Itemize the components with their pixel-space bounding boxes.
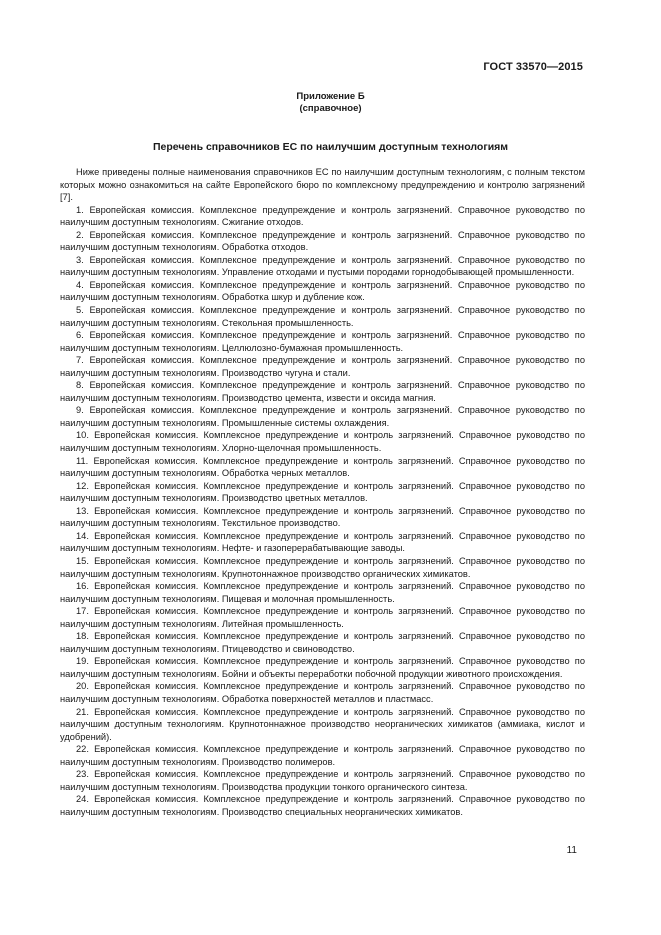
list-item: 21. Европейская комиссия. Комплексное предупреждение и контроль загрязнений. Справочное руководство по наилучшим доступным технологиям. Крупнотоннажное производство неорганических химикатов (аммиака, кислот и удобрений). <box>60 706 585 742</box>
list-item: 2. Европейская комиссия. Комплексное предупреждение и контроль загрязнений. Справочное руководство по наилучшим доступным технологиям. Обработка отходов. <box>60 229 585 253</box>
list-item: 18. Европейская комиссия. Комплексное предупреждение и контроль загрязнений. Справочное руководство по наилучшим доступным технологиям. Птицеводство и свиноводство. <box>60 631 585 654</box>
list-item: 16. Европейская комиссия. Комплексное предупреждение и контроль загрязнений. Справочное руководство по наилучшим доступным технологиям. Пищевая и молочная промышленность. <box>60 581 585 604</box>
appendix-title: Приложение Б <box>296 91 365 102</box>
list-item: 22. Европейская комиссия. Комплексное предупреждение и контроль загрязнений. Справочное руководство по наилучшим доступным технологиям. Производство полимеров. <box>60 744 585 767</box>
appendix-subtitle: (справочное) <box>299 103 362 114</box>
list-item: 14. Европейская комиссия. Комплексное предупреждение и контроль загрязнений. Справочное руководство по наилучшим доступным технологиям. Нефте- и газоперерабатывающие заводы. <box>60 530 585 554</box>
list-item: 17. Европейская комиссия. Комплексное предупреждение и контроль загрязнений. Справочное руководство по наилучшим доступным технологиям. Литейная промышленность. <box>60 606 585 629</box>
list-item: 9. Европейская комиссия. Комплексное предупреждение и контроль загрязнений. Справочное руководство по наилучшим доступным технологиям. Промышленные системы охлаждения. <box>60 405 585 428</box>
list-item: 6. Европейская комиссия. Комплексное предупреждение и контроль загрязнений. Справочное руководство по наилучшим доступным технологиям. Целлюлозно-бумажная промышленность. <box>60 330 585 353</box>
list-item: 10. Европейская комиссия. Комплексное предупреждение и контроль загрязнений. Справочное руководство по наилучшим доступным технологиям. Хлорно-щелочная промышленность. <box>60 430 585 454</box>
list-item: 4. Европейская комиссия. Комплексное предупреждение и контроль загрязнений. Справочное руководство по наилучшим доступным технологиям. Обработка шкур и дубление кож. <box>60 279 585 303</box>
body-text <box>60 166 585 818</box>
list-item: 5. Европейская комиссия. Комплексное предупреждение и контроль загрязнений. Справочное руководство по наилучшим доступным технологиям. Стекольная промышленность. <box>60 305 585 328</box>
document-code: ГОСТ 33570—2015 <box>483 61 583 73</box>
list-item: 23. Европейская комиссия. Комплексное предупреждение и контроль загрязнений. Справочное руководство по наилучшим доступным технологиям. Производства продукции тонкого органического синтеза. <box>60 769 585 792</box>
list-item: 3. Европейская комиссия. Комплексное предупреждение и контроль загрязнений. Справочное руководство по наилучшим доступным технологиям. Управление отходами и пустыми породами горнодобывающей промышленности. <box>60 254 585 278</box>
intro-paragraph: Ниже приведены полные наименования справочников ЕС по наилучшим доступным технологиям, с полным текстом которых можно ознакомиться на сайте Европейского бюро по комплексному предупреждению и контролю загрязнений [7]. <box>60 167 585 203</box>
appendix-block <box>0 91 661 115</box>
list-item: 13. Европейская комиссия. Комплексное предупреждение и контроль загрязнений. Справочное руководство по наилучшим доступным технологиям. Текстильное производство. <box>60 505 585 529</box>
list-item: 24. Европейская комиссия. Комплексное предупреждение и контроль загрязнений. Справочное руководство по наилучшим доступным технологиям. Производство специальных неорганических химикатов. <box>60 794 585 817</box>
list-item: 7. Европейская комиссия. Комплексное предупреждение и контроль загрязнений. Справочное руководство по наилучшим доступным технологиям. Производство чугуна и стали. <box>60 355 585 378</box>
list-item: 11. Европейская комиссия. Комплексное предупреждение и контроль загрязнений. Справочное руководство по наилучшим доступным технологиям. Обработка черных металлов. <box>60 455 585 479</box>
list-item: 1. Европейская комиссия. Комплексное предупреждение и контроль загрязнений. Справочное руководство по наилучшим доступным технологиям. Сжигание отходов. <box>60 204 585 228</box>
list-item: 15. Европейская комиссия. Комплексное предупреждение и контроль загрязнений. Справочное руководство по наилучшим доступным технологиям. Крупнотоннажное производство органических химикатов. <box>60 555 585 579</box>
list-item: 20. Европейская комиссия. Комплексное предупреждение и контроль загрязнений. Справочное руководство по наилучшим доступным технологиям. Обработка поверхностей металлов и пластмасс. <box>60 681 585 704</box>
list-item: 19. Европейская комиссия. Комплексное предупреждение и контроль загрязнений. Справочное руководство по наилучшим доступным технологиям. Бойни и объекты переработки побочной продукции животного происхождения. <box>60 656 585 679</box>
page-number: 11 <box>566 845 577 856</box>
list-item: 12. Европейская комиссия. Комплексное предупреждение и контроль загрязнений. Справочное руководство по наилучшим доступным технологиям. Производство цветных металлов. <box>60 480 585 504</box>
section-heading: Перечень справочников ЕС по наилучшим доступным технологиям <box>152 141 509 153</box>
list-item: 8. Европейская комиссия. Комплексное предупреждение и контроль загрязнений. Справочное руководство по наилучшим доступным технологиям. Производство цемента, извести и оксида магния. <box>60 380 585 403</box>
